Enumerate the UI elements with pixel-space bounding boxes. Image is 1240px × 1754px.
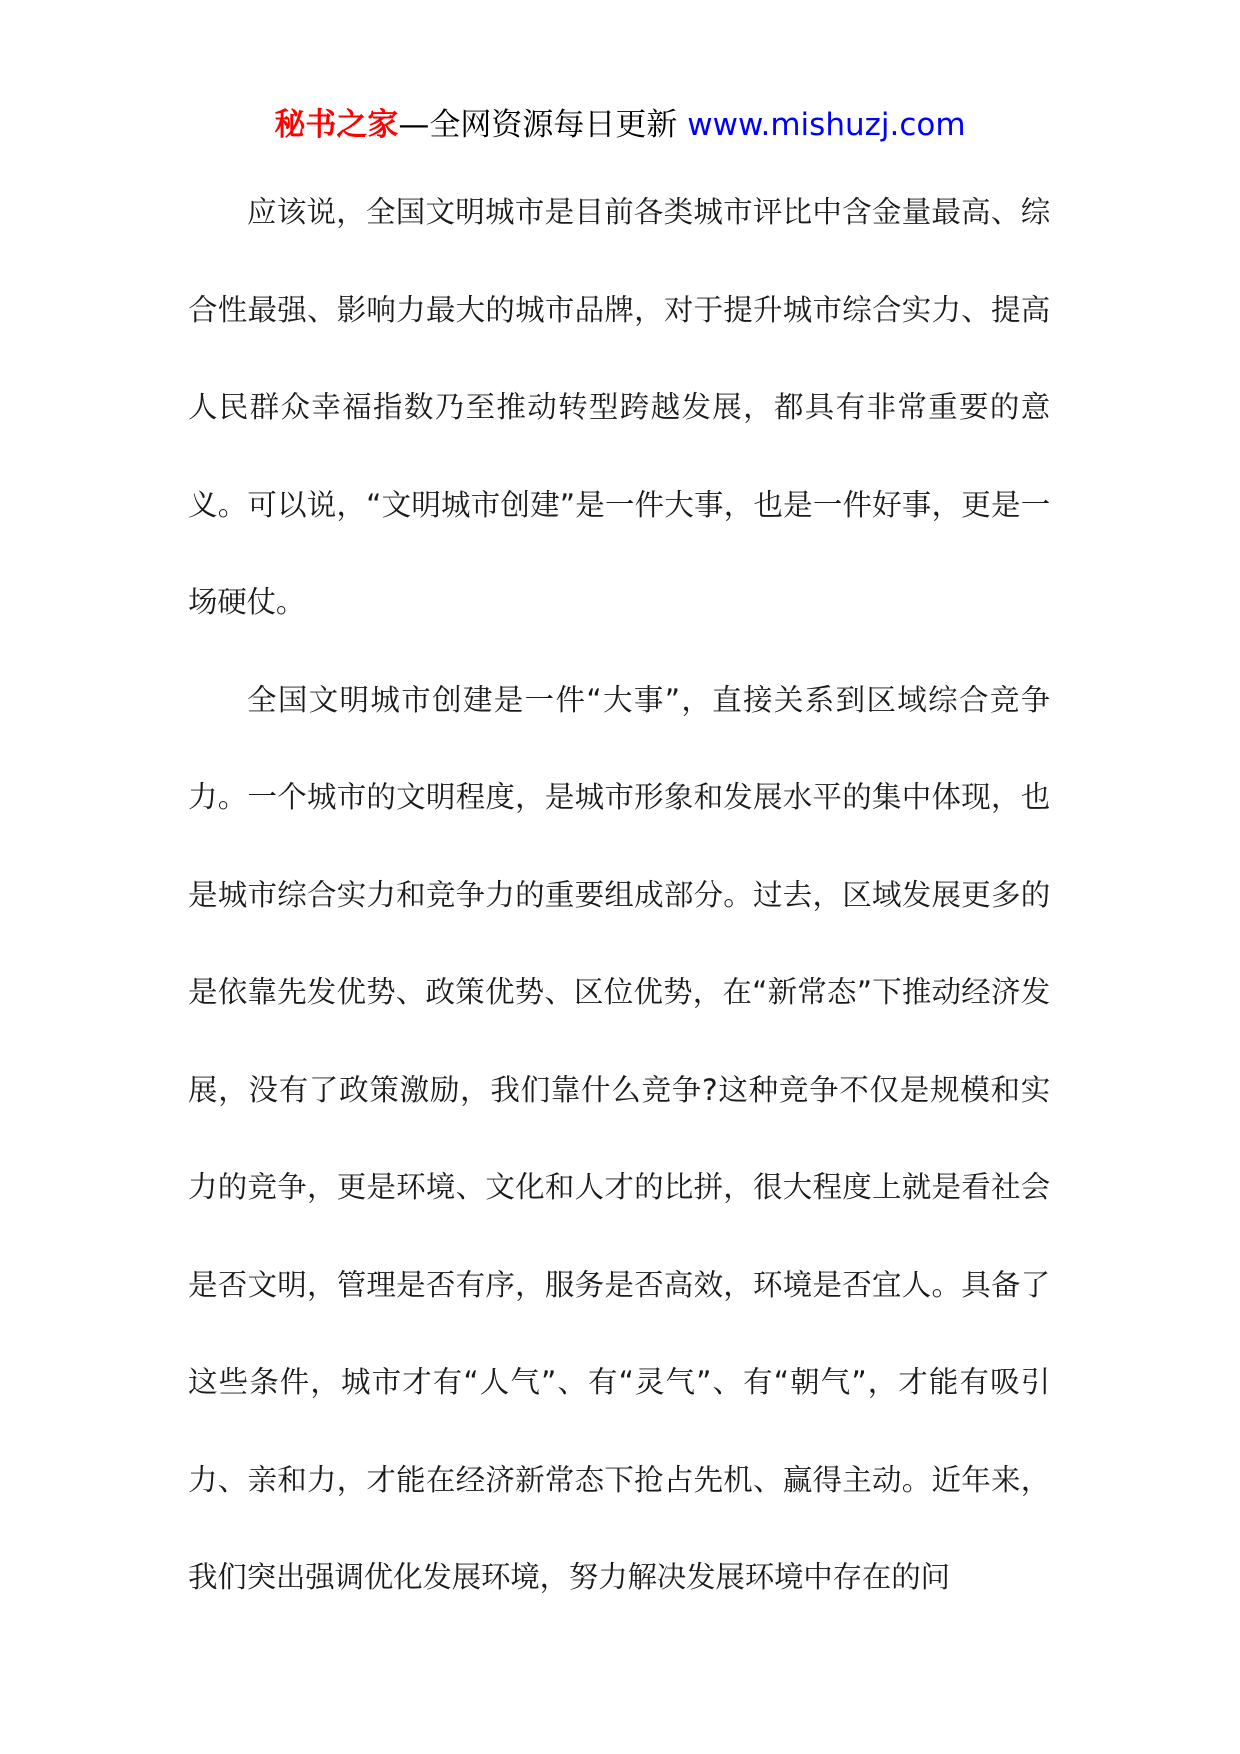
brand-name: 秘书之家: [274, 107, 399, 143]
header-tagline: 全网资源每日更新: [429, 107, 678, 143]
paragraph: 全国文明城市创建是一件“大事”，直接关系到区域综合竞争力。一个城市的文明程度，是城市形象和发展水平的集中体现，也是城市综合实力和竞争力的重要组成部分。过去，区域发展更多的是依靠先发优势、政策优势、区位优势，在“新常态”下推动经济发展，没有了政策激励，我们靠什么竞争?这种竞争不仅是规模和实力的竞争，更是环境、文化和人才的比拼，很大程度上就是看社会是否文明，管理是否有序，服务是否高效，环境是否宜人。具备了这些条件，城市才有“人气”、有“灵气”、有“朝气”，才能有吸引力、亲和力，才能在经济新常态下抢占先机、赢得主动。近年来，我们突出强调优化发展环境，努力解决发展环境中存在的问: [188, 682, 1050, 1594]
site-url-link[interactable]: www.mishuzj.com: [687, 107, 966, 143]
header-dash: —: [398, 107, 430, 143]
page-header: [0, 103, 1240, 147]
paragraph: 应该说，全国文明城市是目前各类城市评比中含金量最高、综合性最强、影响力最大的城市品牌，对于提升城市综合实力、提高人民群众幸福指数乃至推动转型跨越发展，都具有非常重要的意义。可以说，“文明城市创建”是一件大事，也是一件好事，更是一场硬仗。: [188, 195, 1050, 619]
document-body: [188, 164, 1050, 1627]
